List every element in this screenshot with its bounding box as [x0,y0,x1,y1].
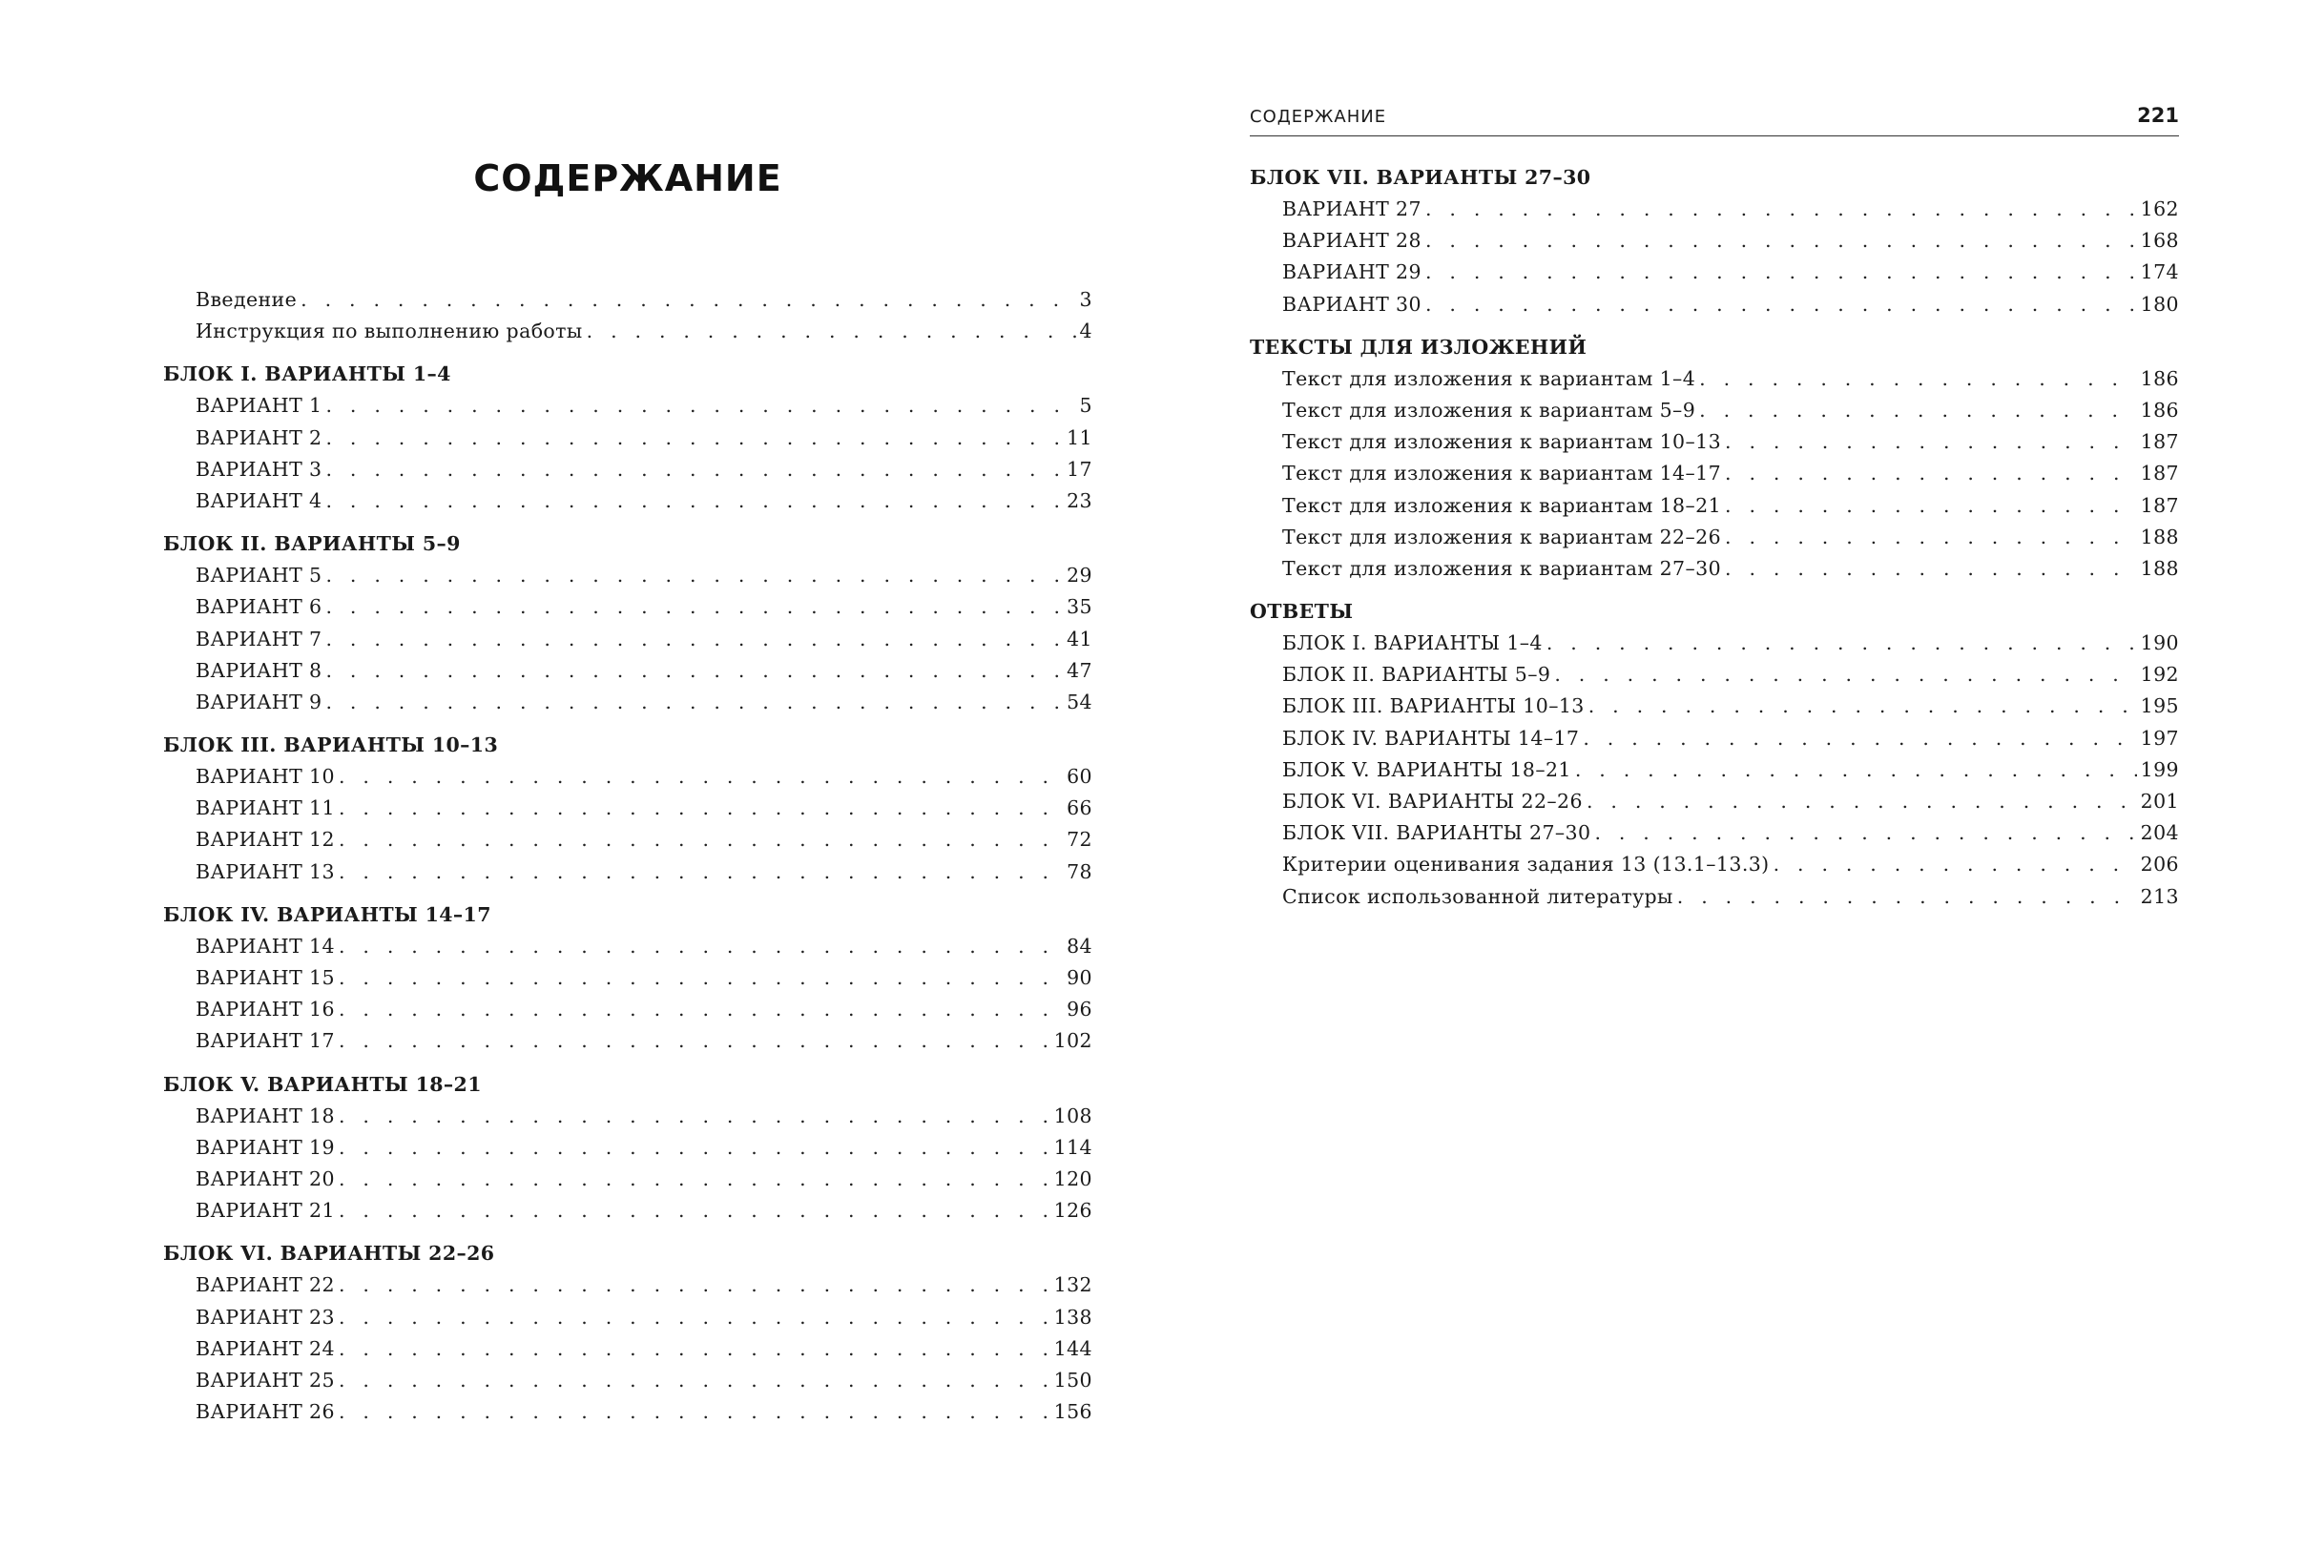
toc-section-title: БЛОК II. ВАРИАНТЫ 5–9 [163,532,461,556]
toc-entry [1250,490,2179,522]
toc-entry-label: БЛОК VI. ВАРИАНТЫ 22–26 [1282,790,1583,813]
toc-entry [163,655,1092,687]
toc-entry-label: ВАРИАНТ 21 [196,1199,335,1223]
toc-entry-page-number: 174 [2140,260,2179,284]
toc-entry-page-number: 3 [1079,288,1092,311]
toc-entry-page-number: 206 [2140,853,2179,877]
toc-entry [163,316,1092,347]
toc-entry-label: ВАРИАНТ 24 [196,1336,335,1360]
toc-entry-page-number: 195 [2140,694,2179,718]
toc-section-title: БЛОК VI. ВАРИАНТЫ 22–26 [163,1242,495,1266]
dot-leader [326,624,1064,655]
toc-entry-label: Текст для изложения к вариантам 22–26 [1282,525,1722,548]
toc-entry-label: ВАРИАНТ 18 [196,1104,335,1127]
toc-entry [1250,225,2179,257]
toc-entry-label: Список использованной литературы [1282,884,1673,908]
toc-entry-label: ВАРИАНТ 12 [196,828,335,852]
toc-entry-label: Текст для изложения к вариантам 10–13 [1282,430,1722,454]
dot-leader [339,1396,1050,1428]
toc-entry-page-number: 187 [2140,493,2179,517]
toc-entry [1250,426,2179,458]
toc-entry-page-number: 132 [1053,1273,1092,1297]
toc-entry-page-number: 186 [2140,398,2179,422]
toc-entry-page-number: 29 [1067,564,1092,588]
toc-entry-page-number: 188 [2140,556,2179,580]
toc-section [163,1238,1092,1428]
toc-entry [163,1195,1092,1227]
toc-entry [163,1101,1092,1132]
toc-entry-label: БЛОК IV. ВАРИАНТЫ 14–17 [1282,726,1580,750]
toc-entry-page-number: 35 [1067,595,1092,619]
toc-entry-label: ВАРИАНТ 19 [196,1135,335,1159]
right-page [1250,0,2179,1568]
toc-section-title: БЛОК I. ВАРИАНТЫ 1–4 [163,362,451,386]
toc-entry-page-number: 156 [1053,1400,1092,1424]
running-header-title: СОДЕРЖАНИЕ [1250,107,1387,127]
toc-entry [163,1269,1092,1301]
toc-entry [163,1025,1092,1057]
toc-section [1250,332,2179,585]
toc-entry-page-number: 41 [1067,627,1092,650]
dot-leader [1425,257,2137,288]
toc-entry-label: ВАРИАНТ 6 [196,595,322,619]
dot-leader [339,761,1063,793]
dot-leader [339,931,1063,962]
dot-leader [339,1132,1050,1164]
toc-section-title: БЛОК VII. ВАРИАНТЫ 27–30 [1250,166,1591,189]
dot-leader [1725,522,2137,553]
toc-entry-label: Инструкция по выполнению работы [196,320,583,343]
toc-entry-page-number: 72 [1067,828,1092,852]
page-title: СОДЕРЖАНИЕ [473,157,782,199]
dot-leader [1588,691,2137,722]
toc-entry-page-number: 199 [2140,757,2179,781]
toc-entry [1250,257,2179,288]
toc-entry-page-number: 108 [1053,1104,1092,1127]
toc-entry-label: БЛОК III. ВАРИАНТЫ 10–13 [1282,694,1585,718]
toc-entry-label: Текст для изложения к вариантам 5–9 [1282,398,1696,422]
dot-leader [326,560,1064,591]
table-of-contents [163,284,1092,1439]
dot-leader [326,687,1064,718]
toc-entry-label: ВАРИАНТ 15 [196,966,335,989]
toc-entry-page-number: 54 [1067,690,1092,713]
dot-leader [339,1025,1050,1057]
toc-entry-label: ВАРИАНТ 13 [196,859,335,883]
toc-entry [163,931,1092,962]
toc-entry [163,1333,1092,1365]
toc-entry-label: ВАРИАНТ 25 [196,1368,335,1392]
dot-leader [1583,723,2136,754]
toc-entry [163,1132,1092,1164]
dot-leader [301,284,1075,316]
dot-leader [326,655,1064,687]
toc-entry-label: ВАРИАНТ 23 [196,1305,335,1329]
toc-entry-page-number: 168 [2140,229,2179,253]
toc-entry-label: Текст для изложения к вариантам 18–21 [1282,493,1722,517]
dot-leader [339,1101,1050,1132]
toc-entry [1250,628,2179,659]
toc-entry-label: Текст для изложения к вариантам 1–4 [1282,366,1696,390]
toc-entry [1250,659,2179,691]
toc-entry-label: БЛОК V. ВАРИАНТЫ 18–21 [1282,757,1571,781]
toc-entry [163,390,1092,422]
toc-entry-page-number: 188 [2140,525,2179,548]
dot-leader [339,824,1063,856]
toc-entry [1250,849,2179,880]
dot-leader [326,390,1076,422]
dot-leader [339,1333,1050,1365]
toc-entry [163,1396,1092,1428]
toc-entry [163,1164,1092,1195]
toc-section [163,730,1092,888]
toc-entry-page-number: 144 [1053,1336,1092,1360]
toc-entry-page-number: 114 [1053,1135,1092,1159]
toc-entry [1250,817,2179,849]
dot-leader [339,1365,1050,1396]
page-number: 221 [2137,104,2179,127]
dot-leader [1575,754,2137,786]
toc-entry-page-number: 180 [2140,292,2179,316]
toc-entry-label: БЛОК I. ВАРИАНТЫ 1–4 [1282,631,1543,655]
toc-entry [163,687,1092,718]
toc-entry-page-number: 78 [1067,859,1092,883]
dot-leader [339,994,1063,1025]
dot-leader [339,1164,1050,1195]
toc-entry [163,454,1092,485]
dot-leader [1725,553,2137,585]
toc-entry [163,824,1092,856]
toc-entry-page-number: 192 [2140,663,2179,687]
dot-leader [1425,194,2137,225]
dot-leader [1425,289,2137,320]
toc-entry-page-number: 66 [1067,796,1092,820]
toc-entry-page-number: 90 [1067,966,1092,989]
toc-entry [1250,691,2179,722]
toc-entry-page-number: 204 [2140,821,2179,845]
toc-entry [163,793,1092,824]
toc-entry-label: ВАРИАНТ 4 [196,488,322,512]
toc-entry-label: Введение [196,288,298,311]
toc-section-title: БЛОК IV. ВАРИАНТЫ 14–17 [163,902,491,926]
toc-entry-page-number: 23 [1067,488,1092,512]
dot-leader [1677,881,2137,913]
toc-entry-label: ВАРИАНТ 30 [1282,292,1421,316]
toc-entry-label: ВАРИАНТ 7 [196,627,322,650]
toc-entry-page-number: 197 [2140,726,2179,750]
toc-entry-label: ВАРИАНТ 17 [196,1029,335,1053]
toc-entry [163,591,1092,623]
dot-leader [1546,628,2137,659]
toc-entry [163,560,1092,591]
toc-entry [163,962,1092,994]
toc-section [163,899,1092,1058]
toc-entry [163,761,1092,793]
toc-entry-label: ВАРИАНТ 1 [196,394,322,418]
toc-entry-page-number: 186 [2140,366,2179,390]
toc-entry-label: БЛОК II. ВАРИАНТЫ 5–9 [1282,663,1551,687]
dot-leader [1594,817,2136,849]
toc-entry-page-number: 126 [1053,1199,1092,1223]
toc-entry-label: ВАРИАНТ 29 [1282,260,1421,284]
toc-entry-label: ВАРИАНТ 3 [196,457,322,481]
toc-entry-label: ВАРИАНТ 16 [196,998,335,1021]
toc-entry [163,284,1092,316]
toc-entry-label: ВАРИАНТ 5 [196,564,322,588]
toc-section [1250,596,2179,913]
toc-entry-page-number: 190 [2140,631,2179,655]
dot-leader [1699,363,2137,395]
toc-entry [163,423,1092,454]
toc-entry-label: Критерии оценивания задания 13 (13.1–13.3) [1282,853,1770,877]
dot-leader [1554,659,2136,691]
toc-entry-label: ВАРИАНТ 8 [196,658,322,682]
dot-leader [1725,458,2137,489]
toc-entry-page-number: 120 [1053,1166,1092,1190]
toc-section-title: ТЕКСТЫ ДЛЯ ИЗЛОЖЕНИЙ [1250,335,1587,359]
toc-entry-page-number: 213 [2140,884,2179,908]
dot-leader [326,591,1064,623]
toc-entry-label: ВАРИАНТ 2 [196,425,322,449]
toc-entry-page-number: 60 [1067,765,1092,789]
dot-leader [1725,490,2137,522]
toc-entry-page-number: 102 [1053,1029,1092,1053]
toc-entry-label: ВАРИАНТ 9 [196,690,322,713]
toc-entry-page-number: 162 [2140,197,2179,220]
toc-entry [1250,754,2179,786]
toc-section-title: ОТВЕТЫ [1250,600,1354,624]
toc-section [163,528,1092,718]
toc-entry-page-number: 187 [2140,430,2179,454]
toc-entry-page-number: 96 [1067,998,1092,1021]
toc-section-title: БЛОК V. ВАРИАНТЫ 18–21 [163,1072,482,1096]
toc-entry-page-number: 47 [1067,658,1092,682]
toc-entry [1250,289,2179,320]
toc-entry [1250,786,2179,817]
toc-entry [163,994,1092,1025]
dot-leader [326,454,1064,485]
toc-entry-label: ВАРИАНТ 14 [196,934,335,958]
toc-entry-label: ВАРИАНТ 27 [1282,197,1421,220]
toc-entry [163,624,1092,655]
running-header [1250,103,2179,136]
dot-leader [1699,395,2137,426]
toc-entry [1250,723,2179,754]
toc-entry-label: Текст для изложения к вариантам 14–17 [1282,462,1722,485]
toc-entry [163,1365,1092,1396]
toc-section [163,1069,1092,1228]
toc-entry [1250,363,2179,395]
toc-entry [1250,881,2179,913]
toc-section-title: БЛОК III. ВАРИАНТЫ 10–13 [163,733,499,757]
toc-section [1250,162,2179,320]
toc-entry [1250,553,2179,585]
toc-entry-label: ВАРИАНТ 10 [196,765,335,789]
dot-leader [339,856,1063,888]
dot-leader [339,793,1063,824]
toc-entry-page-number: 11 [1067,425,1092,449]
dot-leader [587,316,1076,347]
toc-entry-label: Текст для изложения к вариантам 27–30 [1282,556,1722,580]
toc-entry [163,856,1092,888]
dot-leader [1774,849,2137,880]
left-page [163,0,1092,1568]
toc-entry-page-number: 4 [1079,320,1092,343]
toc-entry [1250,395,2179,426]
toc-entry-label: ВАРИАНТ 20 [196,1166,335,1190]
toc-entry-page-number: 84 [1067,934,1092,958]
toc-entry-label: БЛОК VII. ВАРИАНТЫ 27–30 [1282,821,1591,845]
dot-leader [339,962,1063,994]
toc-entry [1250,458,2179,489]
dot-leader [326,485,1064,517]
toc-entry [163,485,1092,517]
dot-leader [339,1302,1050,1333]
dot-leader [339,1269,1050,1301]
toc-section [163,359,1092,517]
toc-entry-label: ВАРИАНТ 26 [196,1400,335,1424]
toc-entry [1250,522,2179,553]
toc-entry-page-number: 5 [1079,394,1092,418]
toc-entry-page-number: 150 [1053,1368,1092,1392]
toc-entry [1250,194,2179,225]
toc-entry-page-number: 17 [1067,457,1092,481]
dot-leader [1425,225,2137,257]
table-of-contents-continued [1250,162,2179,924]
toc-entry-page-number: 138 [1053,1305,1092,1329]
dot-leader [1725,426,2137,458]
toc-entry-label: ВАРИАНТ 11 [196,796,335,820]
toc-entry-page-number: 201 [2140,790,2179,813]
toc-entry [163,1302,1092,1333]
toc-entry-label: ВАРИАНТ 22 [196,1273,335,1297]
intro-entries [163,284,1092,347]
toc-entry-page-number: 187 [2140,462,2179,485]
dot-leader [1587,786,2137,817]
dot-leader [326,423,1064,454]
dot-leader [339,1195,1050,1227]
toc-entry-label: ВАРИАНТ 28 [1282,229,1421,253]
